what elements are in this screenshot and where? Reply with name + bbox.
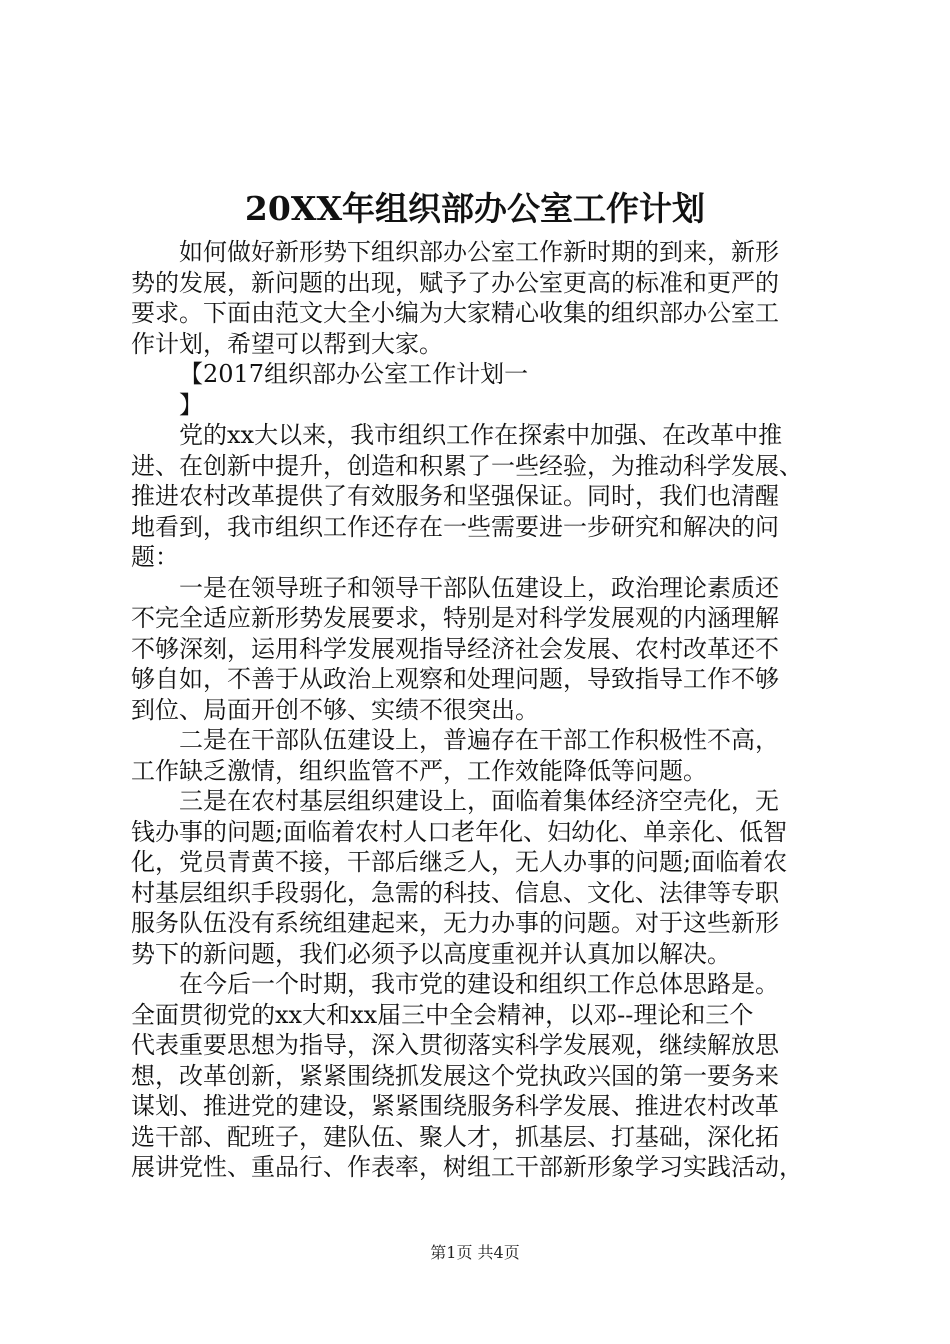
text-line: 选干部、配班子，建队伍、聚人才，抓基层、打基础，深化拓 <box>131 1122 779 1151</box>
text-line: 不够深刻，运用科学发展观指导经济社会发展、农村改革还不 <box>131 634 779 663</box>
text-line: 想，改革创新，紧紧围绕抓发展这个党执政兴国的第一要务来 <box>131 1061 779 1090</box>
text-line: 一是在领导班子和领导干部队伍建设上，政治理论素质还 <box>179 573 779 602</box>
text-line: 要求。下面由范文大全小编为大家精心收集的组织部办公室工 <box>131 299 779 327</box>
text-line: 钱办事的问题;面临着农村人口老年化、妇幼化、单亲化、低智 <box>131 817 788 846</box>
text-line: 到位、局面开创不够、实绩不很突出。 <box>131 695 539 724</box>
text-line: 如何做好新形势下组织部办公室工作新时期的到来，新形 <box>179 238 779 266</box>
text-line: 三是在农村基层组织建设上，面临着集体经济空壳化，无 <box>179 787 779 815</box>
text-line: 党的xx大以来，我市组织工作在探索中加强、在改革中推 <box>179 421 783 449</box>
text-line: 够自如，不善于从政治上观察和处理问题，导致指导工作不够 <box>131 665 779 693</box>
text-line: 工作缺乏激情，组织监管不严，工作效能降低等问题。 <box>131 756 707 785</box>
text-line: 代表重要思想为指导，深入贯彻落实科学发展观，继续解放思 <box>131 1031 779 1059</box>
text-line: 不完全适应新形势发展要求，特别是对科学发展观的内涵理解 <box>131 604 779 632</box>
text-line: 展讲党性、重品行、作表率，树组工干部新形象学习实践活动， <box>131 1153 803 1181</box>
text-line: 【2017组织部办公室工作计划一 <box>179 360 529 388</box>
text-line: 】 <box>179 390 203 419</box>
text-line: 村基层组织手段弱化，急需的科技、信息、文化、法律等专职 <box>131 878 779 907</box>
text-line: 作计划，希望可以帮到大家。 <box>131 329 443 358</box>
text-line: 二是在干部队伍建设上，普遍存在干部工作积极性不高， <box>179 726 779 754</box>
text-line: 服务队伍没有系统组建起来，无力办事的问题。对于这些新形 <box>131 909 779 937</box>
text-line: 题： <box>131 543 179 571</box>
text-line: 在今后一个时期，我市党的建设和组织工作总体思路是。 <box>179 970 779 998</box>
text-line: 推进农村改革提供了有效服务和坚强保证。同时，我们也清醒 <box>131 482 779 510</box>
document-title: 20XX年组织部办公室工作计划 <box>244 189 706 228</box>
page-footer: 第1页 共4页 <box>430 1243 520 1262</box>
document-body <box>131 237 835 1183</box>
text-line: 谋划、推进党的建设，紧紧围绕服务科学发展、推进农村改革 <box>131 1092 779 1120</box>
text-line: 势的发展，新问题的出现，赋予了办公室更高的标准和更严的 <box>131 268 779 297</box>
text-line: 全面贯彻党的xx大和xx届三中全会精神，以邓--理论和三个 <box>131 1000 754 1029</box>
text-line: 化，党员青黄不接，干部后继乏人，无人办事的问题;面临着农 <box>131 848 788 876</box>
text-line: 进、在创新中提升，创造和积累了一些经验，为推动科学发展、 <box>131 451 803 480</box>
text-line: 势下的新问题，我们必须予以高度重视并认真加以解决。 <box>131 939 731 968</box>
text-line: 地看到，我市组织工作还存在一些需要进一步研究和解决的问 <box>131 512 779 541</box>
